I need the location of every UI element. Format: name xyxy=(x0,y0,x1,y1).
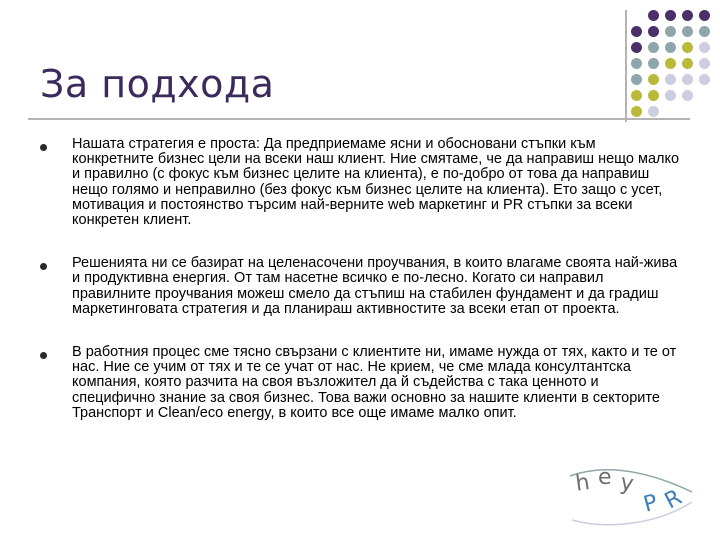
dot xyxy=(648,10,659,21)
dot xyxy=(682,26,693,37)
list-item xyxy=(40,345,680,421)
dot xyxy=(631,106,642,117)
dot xyxy=(682,58,693,69)
dot xyxy=(682,90,693,101)
list-item xyxy=(40,256,680,317)
dot xyxy=(665,58,676,69)
dot xyxy=(665,90,676,101)
dot xyxy=(648,106,659,117)
dot xyxy=(665,42,676,53)
dot xyxy=(682,10,693,21)
dot xyxy=(699,10,710,21)
dot xyxy=(631,90,642,101)
hey-pr-logo xyxy=(568,462,698,532)
vertical-divider xyxy=(625,10,627,122)
logo-letter-y: y xyxy=(618,470,636,498)
bullet-icon xyxy=(40,352,47,359)
dot xyxy=(665,26,676,37)
bullet-text: Решенията ни се базират на целенасочени проучвания, в които влагаме своята най-жива и продуктивна енергия. От там насетне всичко е по-лесно. Когато си направил правилните проучвания можеш смело да стъпиш на стабилен фундамент и да градиш маркетинговата стратегия и да планираш активностите за всеки етап от проекта. xyxy=(72,255,678,317)
dot xyxy=(648,90,659,101)
dot xyxy=(648,74,659,85)
dot xyxy=(665,10,676,21)
dot xyxy=(631,74,642,85)
dot xyxy=(699,74,710,85)
dot xyxy=(699,58,710,69)
bullet-list xyxy=(40,137,680,449)
logo-letter-r: R xyxy=(660,485,687,515)
dot xyxy=(648,42,659,53)
bullet-icon xyxy=(40,144,47,151)
dot xyxy=(699,26,710,37)
dot xyxy=(682,74,693,85)
logo-letter-p: P xyxy=(640,490,661,518)
dot xyxy=(631,58,642,69)
logo-letter-h: h xyxy=(573,470,592,497)
bullet-icon xyxy=(40,263,47,270)
dot xyxy=(699,42,710,53)
bullet-text: Нашата стратегия е проста: Да предприемаме ясни и обосновани стъпки към конкретните бизнес цели на всеки наш клиент. Ние смятаме, че да направиш нещо малко и правилно (с фокус към бизнес целите на клиента), е по-добро от това да направиш нещо голямо и неправилно (без фокус към бизнес целите на клиента). Ето защо с усет, мотивация и постоянство търсим най-верните web маркетинг и PR стъпки за всеки конкретен клиент. xyxy=(72,136,680,229)
dot xyxy=(648,58,659,69)
logo-letter-e: e xyxy=(598,465,612,490)
decorative-dot-grid xyxy=(640,10,720,120)
slide-title: За подхода xyxy=(40,62,275,106)
dot xyxy=(665,74,676,85)
dot xyxy=(648,26,659,37)
dot xyxy=(631,26,642,37)
list-item xyxy=(40,137,680,228)
dot xyxy=(682,42,693,53)
dot xyxy=(631,42,642,53)
title-underline xyxy=(28,118,690,120)
bullet-text: В работния процес сме тясно свързани с клиентите ни, имаме нужда от тях, както и те от нас. Ние се учим от тях и те се учат от нас. Не крием, че сме млада консултантска компания, която разчита на своя възложител да й съдейства с така ценното и специфично знание за своя бизнес. Това важи основно за нашите клиенти в секторите Транспорт и Clean/eco energy, в които все още имаме малко опит. xyxy=(72,344,677,421)
